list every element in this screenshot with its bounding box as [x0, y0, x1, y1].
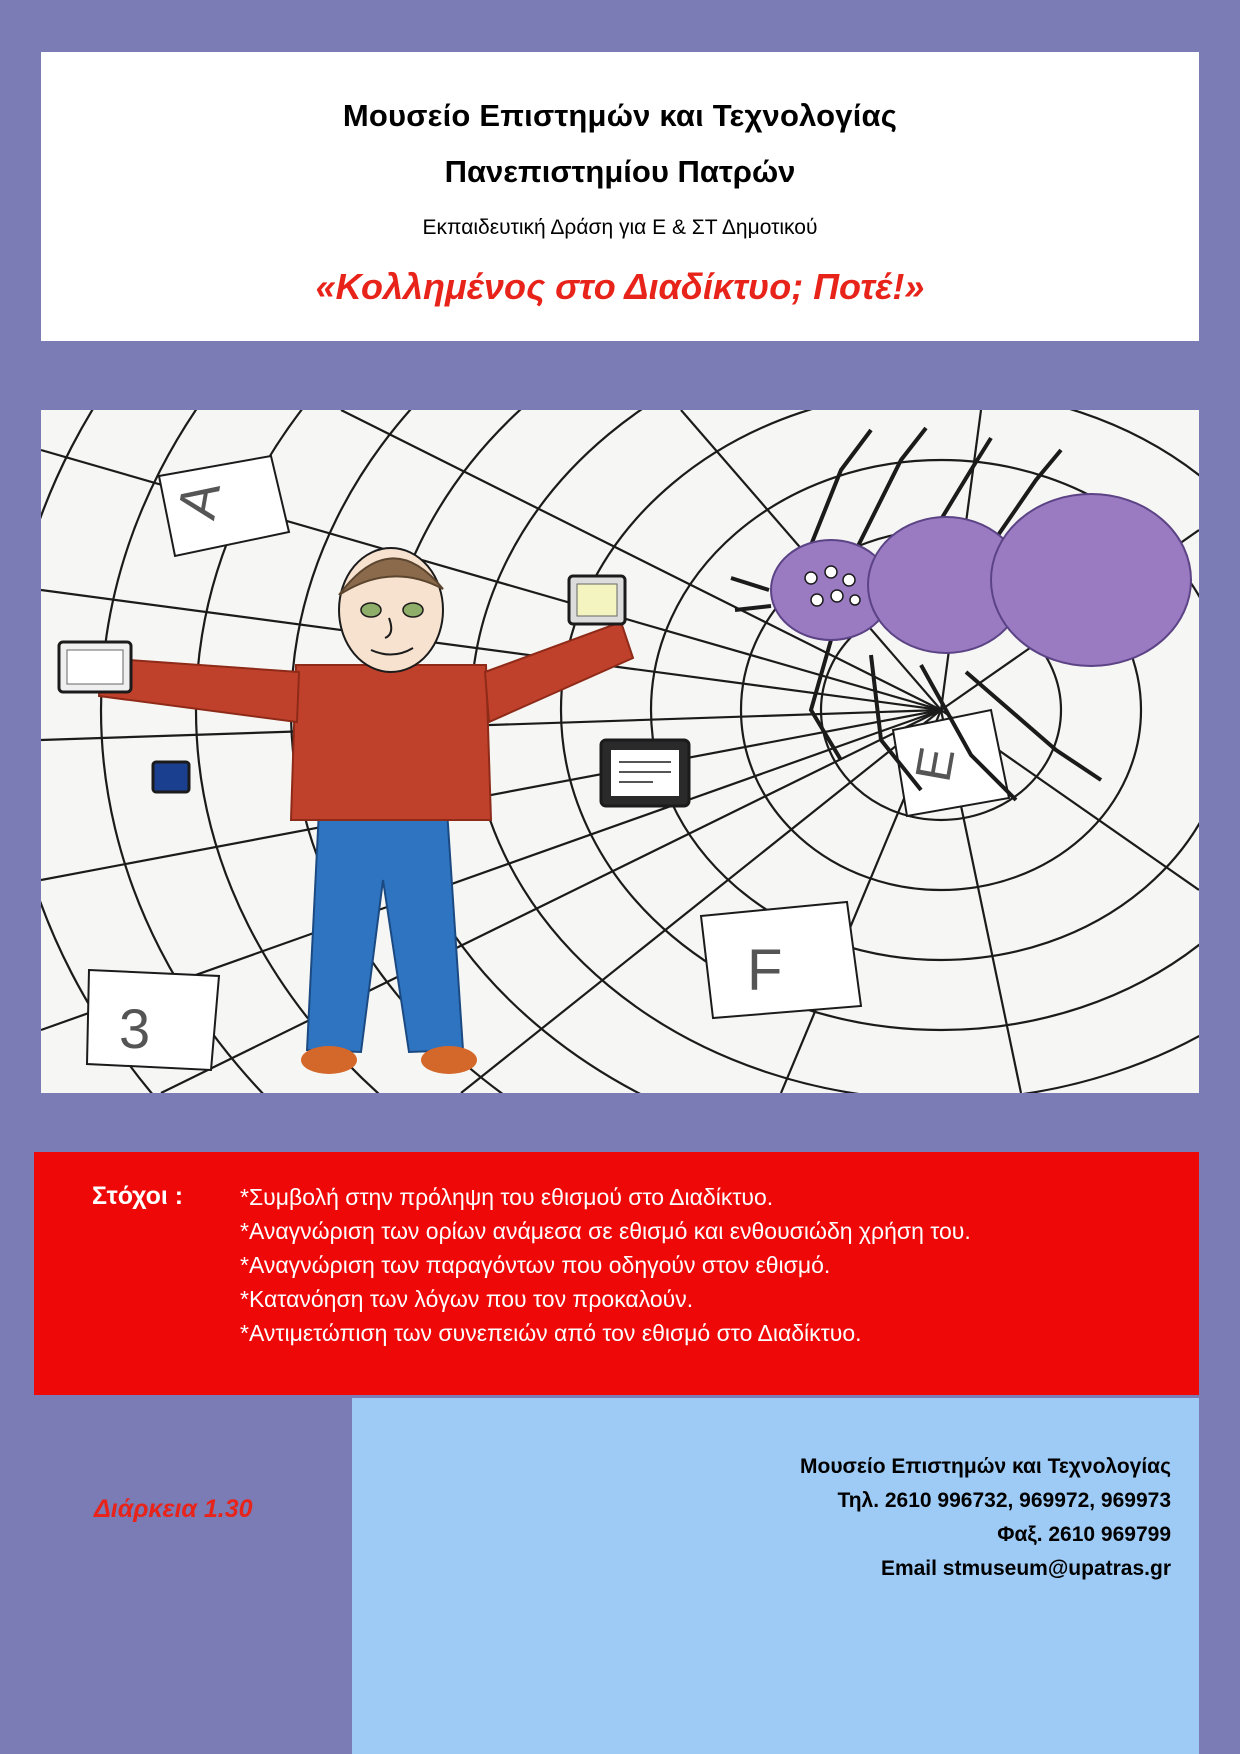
- device-small-blue: [153, 762, 189, 792]
- svg-text:E: E: [904, 743, 966, 786]
- contact-phone: Τηλ. 2610 996732, 969972, 969973: [837, 1489, 1171, 1513]
- goals-panel: [34, 1152, 1199, 1395]
- letter-card-E: [893, 710, 1009, 816]
- device-tablet-right: [601, 740, 689, 806]
- device-tablet-top: [569, 576, 625, 624]
- goal-item: *Αναγνώριση των παραγόντων που οδηγούν στον εθισμό.: [240, 1252, 831, 1279]
- letter-card-3: [87, 970, 219, 1070]
- shoe-left: [301, 1046, 357, 1074]
- goal-item: *Συμβολή στην πρόληψη του εθισμού στο Διαδίκτυο.: [240, 1184, 774, 1210]
- goal-item: *Αντιμετώπιση των συνεπειών από τον εθισμό στο Διαδίκτυο.: [240, 1320, 862, 1347]
- organization-name-line1: Μουσείο Επιστημών και Τεχνολογίας: [342, 98, 898, 133]
- event-subtitle: Εκπαιδευτική Δράση για Ε & ΣΤ Δημοτικού: [422, 216, 818, 239]
- contact-fax: Φαξ. 2610 969799: [997, 1523, 1171, 1547]
- shoe-right: [421, 1046, 477, 1074]
- svg-text:A: A: [166, 477, 232, 524]
- contact-email: Email stmuseum@upatras.gr: [880, 1557, 1171, 1581]
- letter-card-F: [701, 902, 861, 1018]
- contact-organization: Μουσείο Επιστημών και Τεχνολογίας: [800, 1455, 1171, 1478]
- page-title: «Κολλημένος στο Διαδίκτυο; Ποτέ!»: [315, 266, 925, 307]
- drawing-svg: [41, 410, 1199, 1093]
- goal-item: *Κατανόηση των λόγων που τον προκαλούν.: [240, 1286, 694, 1313]
- duration-label: Διάρκεια 1.30: [94, 1495, 253, 1523]
- header-panel: [41, 52, 1199, 341]
- goals-list: [232, 1180, 971, 1395]
- svg-text:3: 3: [119, 997, 151, 1060]
- goals-label: Στόχοι :: [92, 1182, 184, 1210]
- svg-text:F: F: [747, 938, 783, 1003]
- organization-name-line2: Πανεπιστημίου Πατρών: [444, 154, 796, 189]
- illustration-spider-web-drawing: [41, 410, 1199, 1093]
- spider-abdomen: [991, 494, 1191, 666]
- device-phone-left: [59, 642, 131, 692]
- contact-panel: [352, 1398, 1199, 1754]
- goal-item: *Αναγνώριση των ορίων ανάμεσα σε εθισμό και ενθουσιώδη χρήση του.: [240, 1218, 971, 1245]
